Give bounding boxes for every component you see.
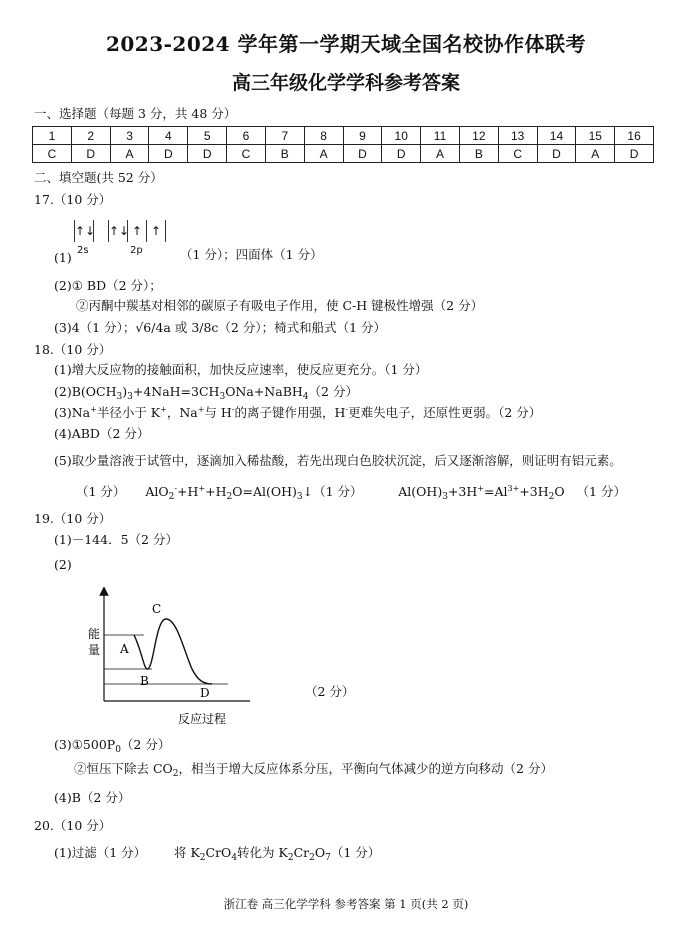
q18-p4: (4)ABD（2 分） — [54, 426, 150, 441]
question-number-cell: 11 — [421, 127, 460, 145]
question-number-cell: 4 — [149, 127, 188, 145]
orbital-box-2s — [74, 220, 94, 242]
q19-header: 19.（10 分） — [34, 511, 112, 526]
section2-heading: 二、填空题(共 52 分） — [34, 170, 163, 185]
q17-header: 17.（10 分） — [34, 192, 112, 207]
y-label-1: 能 — [88, 627, 101, 641]
answer-cell: C — [227, 145, 266, 163]
energy-diagram — [80, 585, 310, 730]
answer-cell: D — [615, 145, 654, 163]
answer-cell: B — [265, 145, 304, 163]
q17-p2b: ②丙酮中羰基对相邻的碳原子有吸电子作用，使 C-H 键极性增强（2 分） — [76, 298, 484, 313]
q18-equations: （1 分） $AlO_2^-+H^++H_2O=Al(OH)_3↓(1$ 分） $Al(OH)_3+3H^+=Al^{3+}+3H_2O$ （1 分） — [76, 484, 626, 502]
point-b-label: B — [140, 674, 149, 688]
orbital-2s-cell: ↑↓ — [75, 220, 94, 242]
answer-cell: A — [110, 145, 149, 163]
answer-cell: D — [71, 145, 110, 163]
answer-table-answer-row — [33, 145, 654, 163]
orbital-label-2s: 2s — [77, 245, 89, 256]
q18-p2: $(2)B(OCH_3)_3+4NaH=3CH_3ONa+NaBH_4(2$ 分） — [54, 384, 358, 402]
answer-table — [32, 126, 654, 163]
question-number-cell: 2 — [71, 127, 110, 145]
orbital-box-2p — [108, 220, 166, 242]
question-number-cell: 10 — [382, 127, 421, 145]
answer-cell: C — [498, 145, 537, 163]
question-number-cell: 13 — [498, 127, 537, 145]
q20-header: 20.（10 分） — [34, 818, 112, 833]
answer-cell: A — [304, 145, 343, 163]
question-number-cell: 9 — [343, 127, 382, 145]
q19-p3b: ②恒压下除去 $CO_2$，相当于增大反应体系分压，平衡向气体减少的逆方向移动（2 分） — [74, 761, 553, 779]
question-number-cell: 1 — [33, 127, 72, 145]
point-d-label: D — [200, 686, 210, 700]
q18-header: 18.（10 分） — [34, 342, 112, 357]
orbital-2p-cell-2: ↑ — [128, 220, 147, 242]
point-a-label: A — [120, 642, 129, 656]
q18-p3: (3)Na+半径小于 K+，Na+与 H-的离子键作用强，H-更难失电子，还原性更弱。（2 分） — [54, 405, 542, 420]
orbital-label-2p: 2p — [130, 245, 143, 256]
answer-cell: B — [459, 145, 498, 163]
orbital-2p-cell-3: ↑ — [147, 220, 166, 242]
orbital-2p-cell-1: ↑↓ — [109, 220, 128, 242]
page-title: 2023-2024 学年第一学期天域全国名校协作体联考 — [105, 32, 587, 56]
y-label-2: 量 — [88, 643, 101, 657]
q18-p5: (5)取少量溶液于试管中，逐滴加入稀盐酸，若先出现白色胶状沉淀，后又逐渐溶解，则证明有铝元素。 — [54, 453, 622, 468]
answer-table-number-row — [33, 127, 654, 145]
question-number-cell: 14 — [537, 127, 576, 145]
q19-p4: (4)B（2 分） — [54, 790, 131, 805]
q18-p1: (1)增大反应物的接触面积，加快反应速率，使反应更充分。（1 分） — [54, 362, 428, 377]
q19-p1: (1)－144．5（2 分） — [54, 532, 178, 547]
q19-p3a: $(3)①500P_0(2$ 分） — [54, 737, 171, 755]
answer-cell: D — [343, 145, 382, 163]
section1-heading: 一、选择题（每题 3 分，共 48 分） — [34, 106, 237, 121]
question-number-cell: 5 — [188, 127, 227, 145]
question-number-cell: 15 — [576, 127, 615, 145]
answer-cell: A — [421, 145, 460, 163]
question-number-cell: 16 — [615, 127, 654, 145]
question-number-cell: 6 — [227, 127, 266, 145]
question-number-cell: 12 — [459, 127, 498, 145]
point-c-label: C — [152, 602, 162, 616]
page-footer: 浙江卷 高三化学学科 参考答案 第 1 页(共 2 页) — [223, 897, 469, 911]
question-number-cell: 7 — [265, 127, 304, 145]
answer-cell: D — [188, 145, 227, 163]
page-subtitle: 高三年级化学学科参考答案 — [231, 72, 460, 94]
q17-p2a: (2)① BD（2 分）； — [54, 278, 162, 293]
q19-p2: (2) — [54, 557, 72, 572]
answer-cell: D — [382, 145, 421, 163]
q17-p1-tail: （1 分）；四面体（1 分） — [180, 247, 323, 262]
question-number-cell: 3 — [110, 127, 149, 145]
answer-cell: D — [537, 145, 576, 163]
answer-cell: C — [33, 145, 72, 163]
x-axis-label: 反应过程 — [178, 712, 227, 726]
q20-p1: (1)过滤（1 分） 将 $K_2CrO_4$转化为 $K_2Cr_2O_7(1$ 分） — [54, 845, 381, 863]
question-number-cell: 8 — [304, 127, 343, 145]
answer-cell: D — [149, 145, 188, 163]
answer-cell: A — [576, 145, 615, 163]
q17-p3: (3)4（1 分）；√6/4a 或 3/8c（2 分）；椅式和船式（1 分） — [54, 320, 387, 335]
q17-p1-prefix: (1) — [54, 250, 72, 265]
q19-p2-score: （2 分） — [305, 684, 355, 699]
